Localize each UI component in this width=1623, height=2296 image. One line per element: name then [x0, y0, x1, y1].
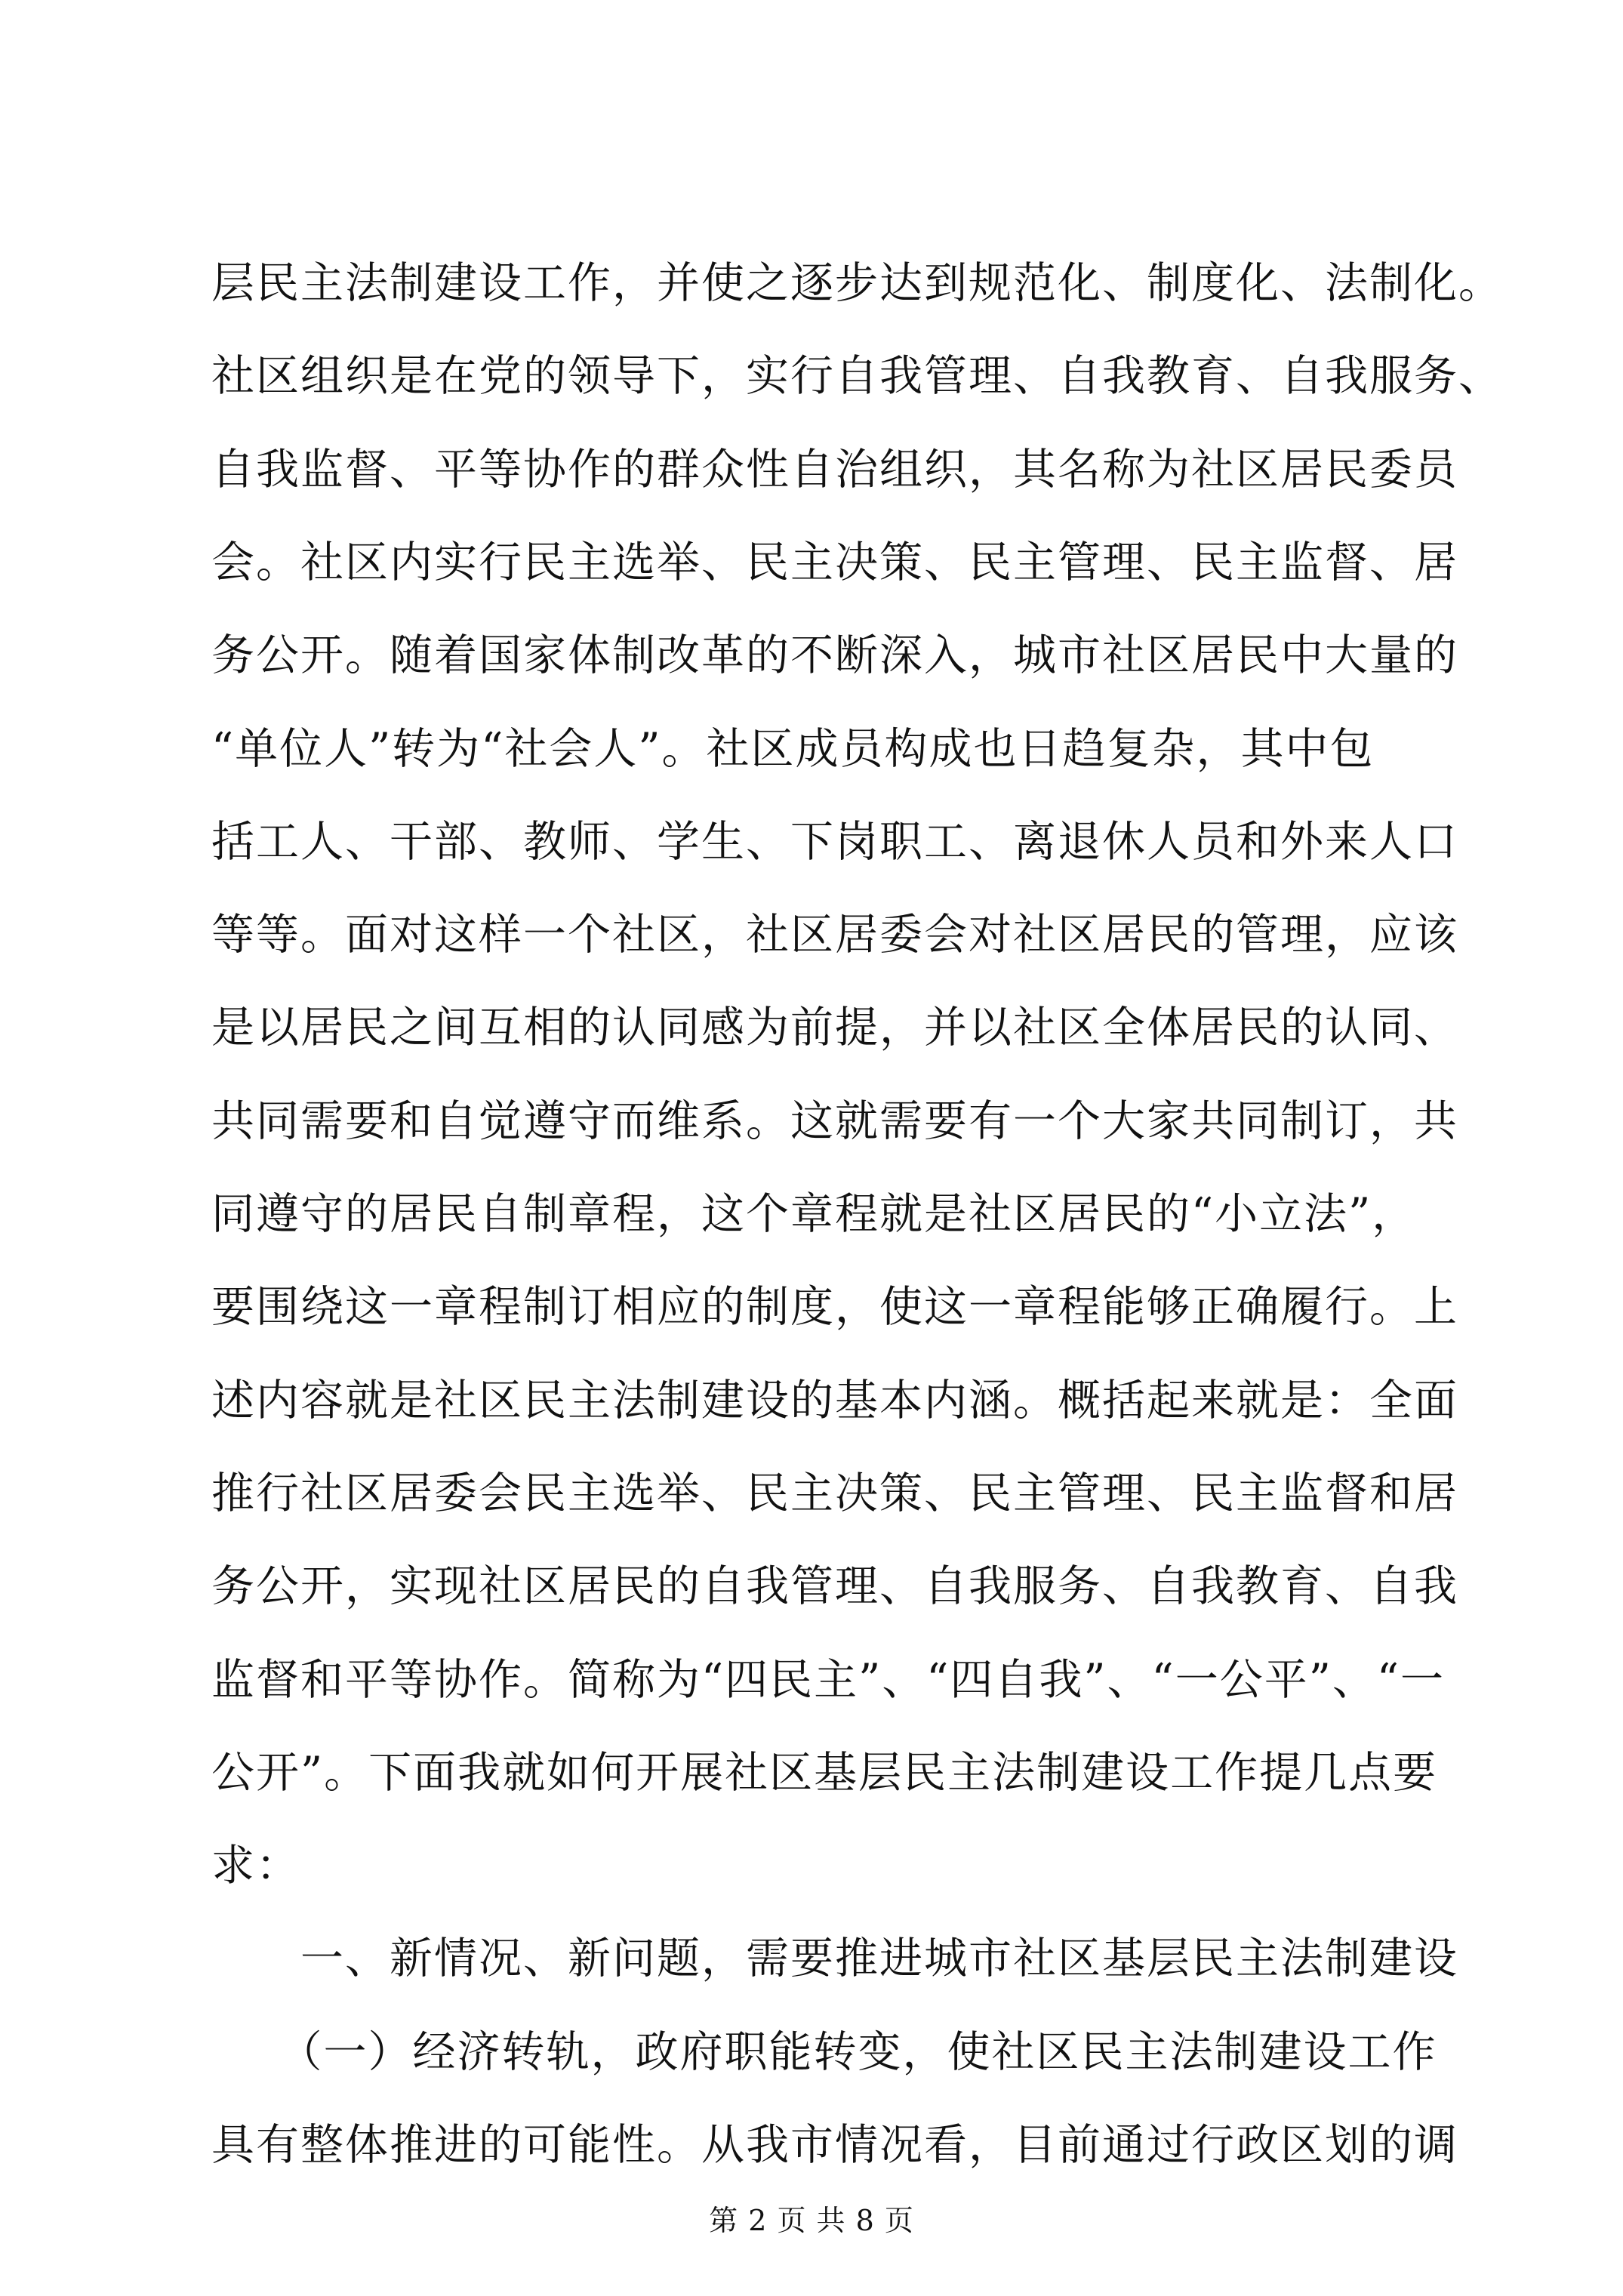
- body-text-line: 要围绕这一章程制订相应的制度，使这一章程能够正确履行。上: [211, 1282, 1458, 1332]
- body-text-line: 公开”。下面我就如何开展社区基层民主法制建设工作提几点要: [211, 1748, 1438, 1798]
- body-text-line: 等等。面对这样一个社区，社区居委会对社区居民的管理，应该: [211, 910, 1458, 960]
- body-text-line: 会。社区内实行民主选举、民主决策、民主管理、民主监督、居: [211, 538, 1458, 587]
- body-text-line: 务公开，实现社区居民的自我管理、自我服务、自我教育、自我: [211, 1561, 1458, 1611]
- body-text-line: 述内容就是社区民主法制建设的基本内涵。概括起来就是：全面: [211, 1376, 1458, 1425]
- body-text-line: 监督和平等协作。简称为“四民主”、“四自我”、“一公平”、“一: [211, 1655, 1445, 1705]
- body-text-line: 是以居民之间互相的认同感为前提，并以社区全体居民的认同、: [211, 1003, 1458, 1052]
- body-text-line: 自我监督、平等协作的群众性自治组织，其名称为社区居民委员: [211, 445, 1458, 495]
- body-text-line: 层民主法制建设工作，并使之逐步达到规范化、制度化、法制化。: [211, 258, 1503, 308]
- body-text-line: 具有整体推进的可能性。从我市情况看，目前通过行政区划的调: [211, 2120, 1458, 2170]
- body-text-line: “单位人”转为“社会人”。社区成员构成也日趋复杂，其中包: [211, 724, 1375, 774]
- body-text-line: 社区组织是在党的领导下，实行自我管理、自我教育、自我服务、: [211, 351, 1503, 401]
- body-text-line: 括工人、干部、教师、学生、下岗职工、离退休人员和外来人口: [211, 817, 1458, 867]
- page-footer: 第 2 页 共 8 页: [709, 2204, 914, 2237]
- body-text-line: 同遵守的居民自制章程，这个章程就是社区居民的“小立法”，: [211, 1189, 1417, 1239]
- subsection-heading-line: （一）经济转轨，政府职能转变，使社区民主法制建设工作: [211, 2027, 1437, 2077]
- section-heading: 一、新情况、新问题，需要推进城市社区基层民主法制建设: [211, 1934, 1458, 1983]
- body-text-line: 推行社区居委会民主选举、民主决策、民主管理、民主监督和居: [211, 1469, 1458, 1518]
- body-text-line: 求：: [211, 1841, 300, 1891]
- body-text-line: 共同需要和自觉遵守而维系。这就需要有一个大家共同制订，共: [211, 1096, 1458, 1146]
- body-text-line: 务公开。随着国家体制改革的不断深入，城市社区居民中大量的: [211, 630, 1458, 680]
